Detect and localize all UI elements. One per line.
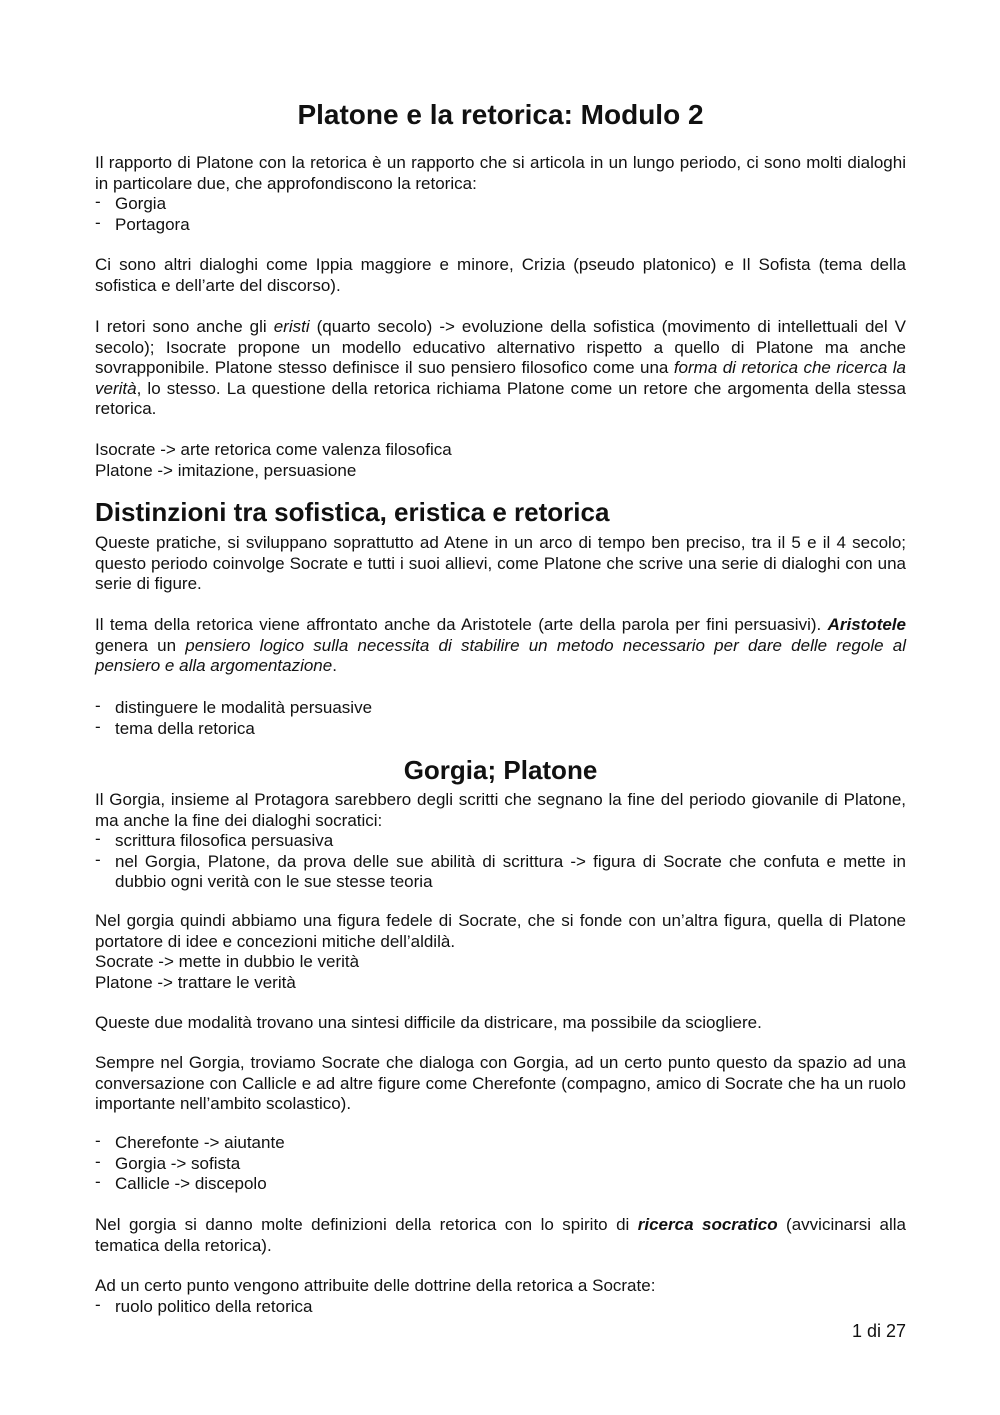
gorgia-paragraph: Il Gorgia, insieme al Protagora sarebbero degli scritti che segnano la fine del periodo giovanile di Platone, ma anche la fine dei dialoghi socratici: bbox=[95, 790, 906, 830]
list-item: - Gorgia bbox=[95, 194, 906, 215]
retori-paragraph: I retori sono anche gli eristi (quarto secolo) -> evoluzione della sofistica (movimento di intellettuali del V secolo); Isocrate propone un modello educativo alternativo rispetto a quello di Platone ma anche sovrapponibile. Platone stesso definisce il suo pensiero filosofico come una forma di retorica che ricerca la verità, lo stesso. La questione della retorica richiama Platone come un retore che argomenta della stessa retorica. bbox=[95, 317, 907, 418]
section-heading-distinzioni: Distinzioni tra sofistica, eristica e retorica bbox=[95, 497, 610, 527]
compare-isocrate-platone bbox=[95, 440, 906, 481]
aristotele-paragraph: Il tema della retorica viene affrontato anche da Aristotele (arte della parola per fini persuasivi). Aristotele genera un pensiero logico sulla necessita di stabilire un metodo necessario per dare delle regole al pensiero e alla argomentazione. bbox=[95, 615, 906, 675]
forma-di-retorica-phrase: forma di retorica che ricerca la verità bbox=[95, 358, 906, 398]
sintesi-paragraph: Queste due modalità trovano una sintesi difficile da districare, ma possibile da sciogliere. bbox=[95, 1013, 762, 1032]
intro-paragraph: Il rapporto di Platone con la retorica è un rapporto che si articola in un lungo periodo, ci sono molti dialoghi in particolare due, che approfondiscono la retorica: bbox=[95, 153, 906, 193]
definizioni-section bbox=[95, 1215, 906, 1256]
ricerca-socratico-phrase: ricerca socratico bbox=[637, 1215, 778, 1234]
figure-list-section bbox=[95, 1133, 906, 1195]
sempre-paragraph: Sempre nel Gorgia, troviamo Socrate che dialoga con Gorgia, ad un certo punto questo da spazio ad una conversazione con Callicle e ad altre figure come Cherefonte (compagno, amico di Socrate che ha un ruolo importante nell’ambito scolastico). bbox=[95, 1053, 906, 1113]
dottrine-paragraph: Ad un certo punto vengono attribuite delle dottrine della retorica a Socrate: bbox=[95, 1276, 656, 1295]
list-item: - Gorgia -> sofista bbox=[95, 1154, 906, 1175]
figura-section bbox=[95, 911, 906, 993]
list-item: - ruolo politico della retorica bbox=[95, 1297, 906, 1318]
page-number: 1 di 27 bbox=[851, 1321, 906, 1341]
compare-line: Socrate -> mette in dubbio le verità bbox=[95, 952, 360, 971]
compare-line: Platone -> trattare le verità bbox=[95, 972, 296, 992]
gorgia-list bbox=[95, 831, 906, 893]
sintesi-section bbox=[95, 1013, 906, 1034]
list-item: - Portagora bbox=[95, 215, 906, 236]
section-heading-gorgia: Gorgia; Platone bbox=[403, 755, 598, 785]
intro-section bbox=[95, 153, 906, 235]
list-item: - scrittura filosofica persuasiva bbox=[95, 831, 906, 852]
sempre-section bbox=[95, 1053, 906, 1115]
aristotele-section bbox=[95, 615, 906, 677]
pensiero-logico-phrase: pensiero logico sulla necessita di stabilire un metodo necessario per dare delle regole al pensiero e alla argomentazione bbox=[95, 635, 906, 675]
list-item: - Callicle -> discepolo bbox=[95, 1174, 906, 1195]
list-item: - Cherefonte -> aiutante bbox=[95, 1133, 906, 1154]
dottrine-section bbox=[95, 1276, 906, 1317]
list-item: - nel Gorgia, Platone, da prova delle sue abilità di scrittura -> figura di Socrate che confuta e mette in dubbio ogni verità con le sue stesse teoria bbox=[95, 852, 906, 893]
distinguere-list bbox=[95, 698, 906, 739]
distinguere-list-section bbox=[95, 698, 906, 739]
intro-list bbox=[95, 194, 906, 235]
compare-line: Isocrate -> arte retorica come valenza filosofica bbox=[95, 440, 452, 459]
compare-line: Platone -> imitazione, persuasione bbox=[95, 460, 357, 480]
pratiche-section bbox=[95, 533, 906, 595]
gorgia-section bbox=[95, 790, 906, 893]
altri-dialoghi-section bbox=[95, 255, 906, 296]
pratiche-paragraph: Queste pratiche, si sviluppano soprattutto ad Atene in un arco di tempo ben preciso, tra il 5 e il 4 secolo; questo periodo coinvolge Socrate e tutti i suoi allievi, come Platone che scrive una serie di dialoghi con una serie di figure. bbox=[95, 533, 906, 593]
list-item: - distinguere le modalità persuasive bbox=[95, 698, 906, 719]
altri-dialoghi-paragraph: Ci sono altri dialoghi come Ippia maggiore e minore, Crizia (pseudo platonico) e Il Sofista (tema della sofistica e dell’arte del discorso). bbox=[95, 255, 906, 295]
document-title: Platone e la retorica: Modulo 2 bbox=[297, 99, 704, 130]
figure-list bbox=[95, 1133, 906, 1195]
list-item: - tema della retorica bbox=[95, 719, 906, 740]
retori-section bbox=[95, 317, 906, 420]
dottrine-list bbox=[95, 1297, 906, 1318]
definizioni-paragraph: Nel gorgia si danno molte definizioni della retorica con lo spirito di ricerca socratico (avvicinarsi alla tematica della retorica). bbox=[95, 1215, 906, 1255]
figura-paragraph: Nel gorgia quindi abbiamo una figura fedele di Socrate, che si fonde con un’altra figura, quella di Platone portatore di idee e concezioni mitiche dell’aldilà. bbox=[95, 911, 906, 951]
eristi-term: eristi bbox=[273, 317, 310, 336]
aristotele-name: Aristotele bbox=[827, 615, 906, 634]
